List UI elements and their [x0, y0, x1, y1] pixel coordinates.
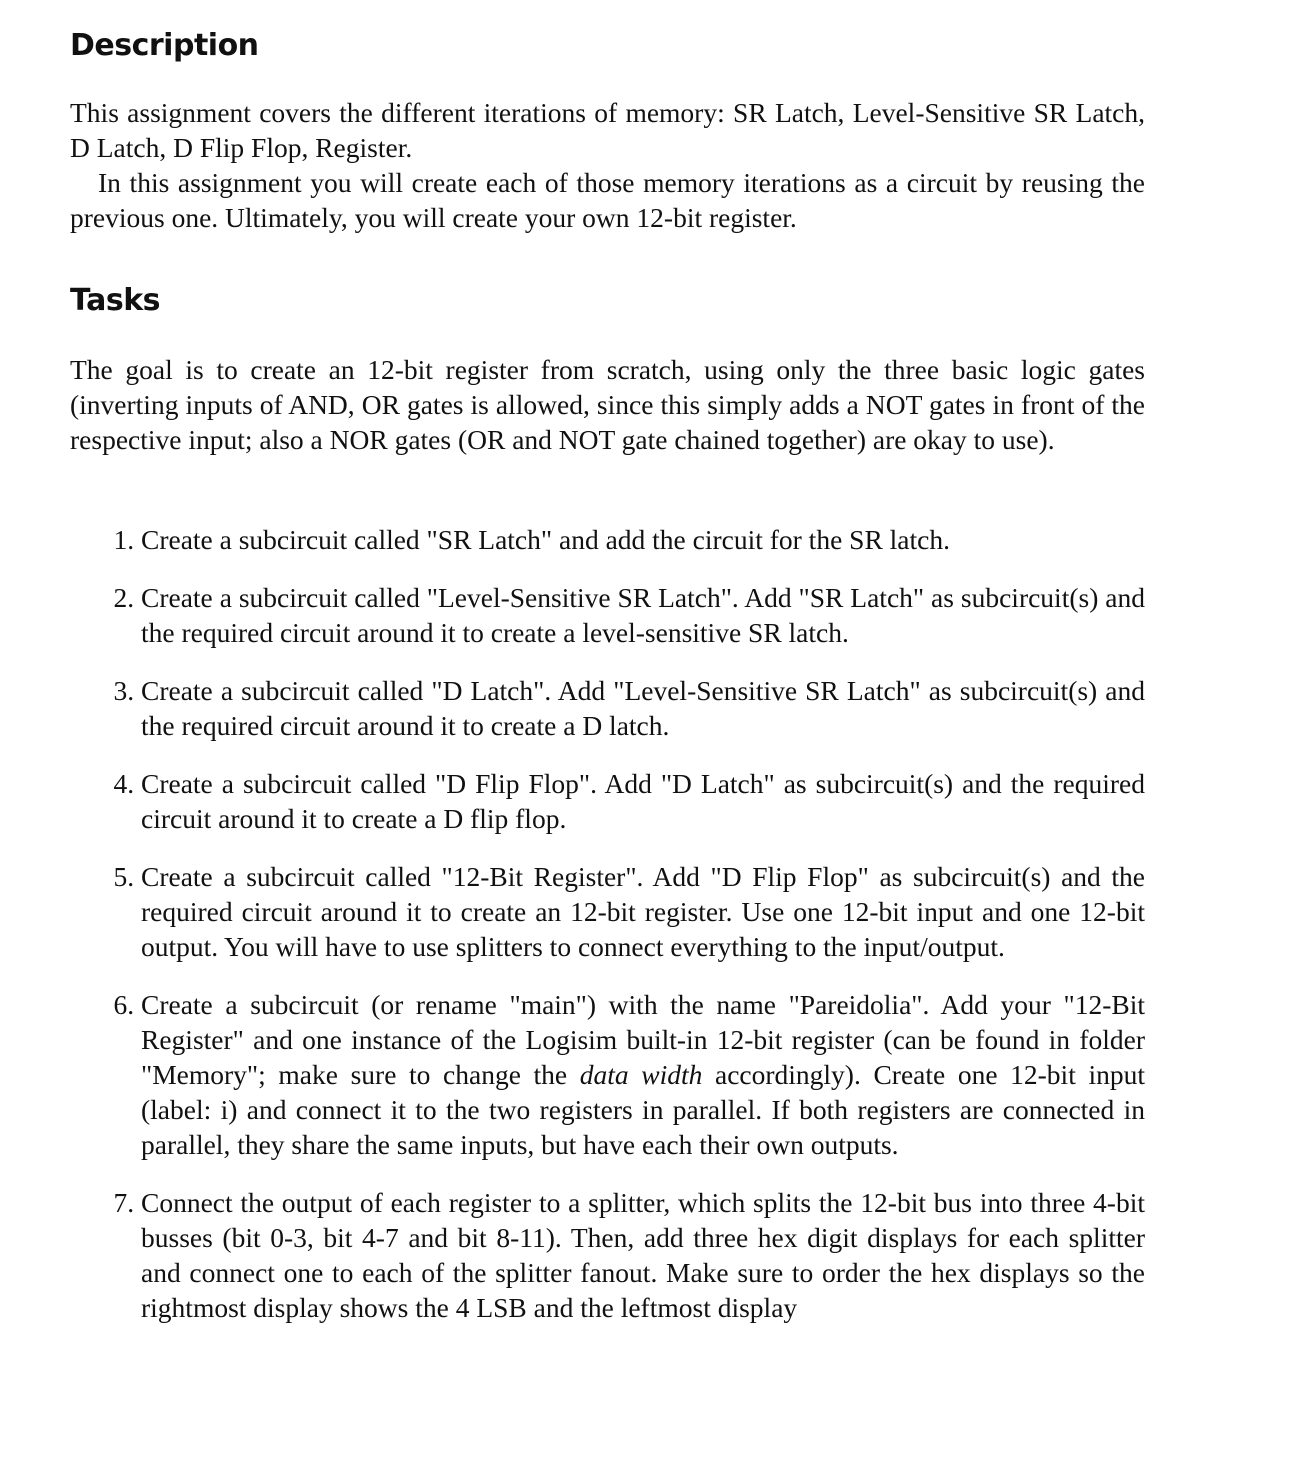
task-item: 4. Create a subcircuit called "D Flip Flop". Add "D Latch" as subcircuit(s) and the required circuit around it to create a D flip flop.	[141, 766, 1145, 836]
tasks-heading: Tasks	[70, 283, 161, 318]
description-paragraph: This assignment covers the different iterations of memory: SR Latch, Level-Sensitive SR Latch, D Latch, D Flip Flop, Register.	[70, 97, 1145, 163]
task-item: 3. Create a subcircuit called "D Latch". Add "Level-Sensitive SR Latch" as subcircuit(s) and the required circuit around it to create a D latch.	[141, 673, 1145, 743]
task-text: Create a subcircuit (or rename "main") with the name "Pareidolia". Add your "12-Bit Register" and one instance of the Logisim built-in 12-bit register (can be found in folder "Memory"; make sure to change the	[141, 989, 1145, 1090]
task-item: 7. Connect the output of each register to a splitter, which splits the 12-bit bus into three 4-bit busses (bit 0-3, bit 4-7 and bit 8-11). Then, add three hex digit displays for each splitter and connect one to each of the splitter fanout. Make sure to order the hex displays so the rightmost display shows the 4 LSB and the leftmost display	[141, 1185, 1145, 1325]
description-heading: Description	[70, 28, 259, 63]
task-item: 1. Create a subcircuit called "SR Latch" and add the circuit for the SR latch.	[141, 522, 1145, 557]
tasks-intro: The goal is to create an 12-bit register from scratch, using only the three basic logic gates (inverting inputs of AND, OR gates is allowed, since this simply adds a NOT gates in front of the respective input; also a NOR gates (OR and NOT gate chained together) are okay to use).	[70, 354, 1145, 455]
task-item: 5. Create a subcircuit called "12-Bit Register". Add "D Flip Flop" as subcircuit(s) and the required circuit around it to create an 12-bit register. Use one 12-bit input and one 12-bit output. You will have to use splitters to connect everything to the input/output.	[141, 859, 1145, 964]
task-text-italic: data width	[579, 1059, 703, 1090]
task-item	[141, 987, 1145, 1162]
task-item: 2. Create a subcircuit called "Level-Sensitive SR Latch". Add "SR Latch" as subcircuit(s) and the required circuit around it to create a level-sensitive SR latch.	[141, 580, 1145, 650]
task-text: accordingly). Create one 12-bit input (label: i) and connect it to the two registers in parallel. If both registers are connected in parallel, they share the same inputs, but have each their own outputs.	[141, 1059, 1145, 1160]
description-paragraph: In this assignment you will create each of those memory iterations as a circuit by reusing the previous one. Ultimately, you will create your own 12-bit register.	[70, 167, 1145, 233]
description-body	[70, 95, 1145, 235]
task-list	[70, 522, 1145, 1348]
